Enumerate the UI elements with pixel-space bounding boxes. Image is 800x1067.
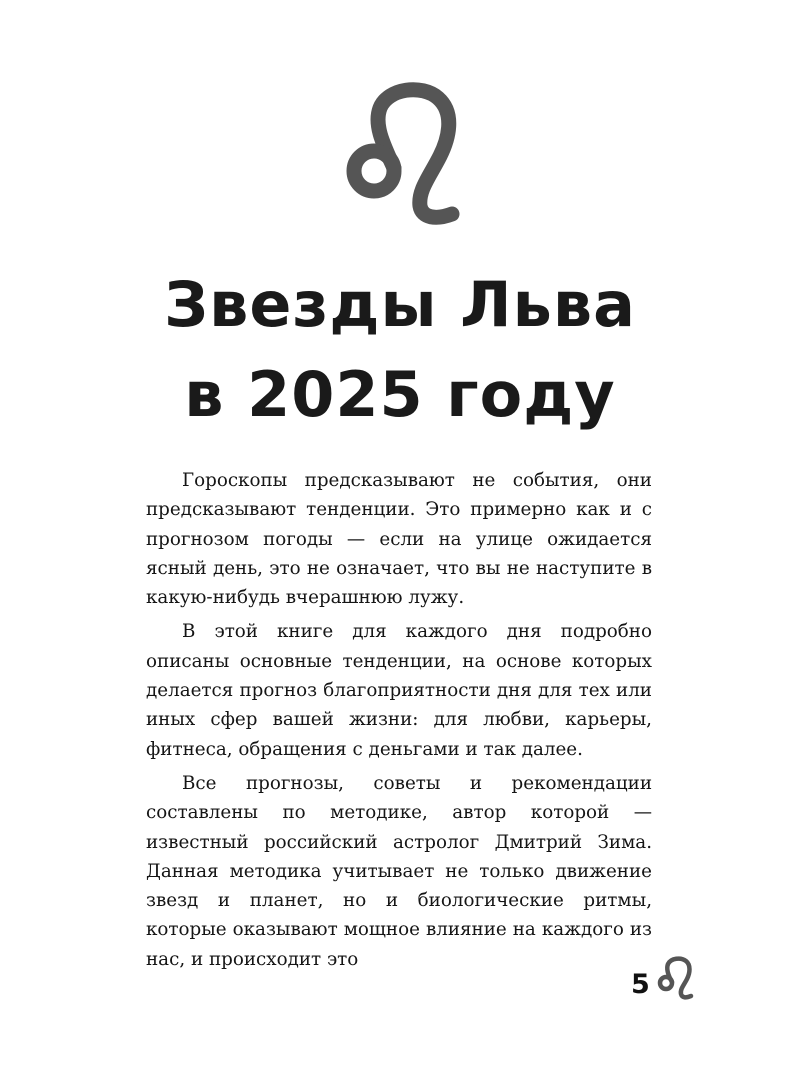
page-footer	[625, 955, 705, 1005]
page-number: 5	[631, 969, 650, 1000]
paragraph: Все прогнозы, советы и рекомендации составлены по методике, автор которой — известный российский астролог Дмитрий Зима. Данная методика учитывает не только движение звезд и планет, но и биологические ритмы, которые оказывают мощное влияние на каждого из нас, и происходит это	[146, 772, 652, 970]
leo-zodiac-icon	[655, 955, 695, 1001]
paragraph: Гороскопы предсказывают не события, они предсказывают тенденции. Это примерно как и с прогнозом погоды — если на улице ожидается ясный день, это не означает, что вы не наступите в какую-нибудь вчерашнюю лужу.	[146, 470, 652, 609]
body-text	[146, 466, 652, 974]
paragraph: В этой книге для каждого дня подробно описаны основные тенденции, на основе которых делается прогноз благоприятности дня для тех или иных сфер вашей жизни: для любви, карьеры, фитнеса, обращения с деньгами и так далее.	[146, 621, 652, 760]
page-title-line-1: Звезды Льва	[164, 268, 636, 341]
leo-zodiac-icon	[336, 78, 472, 228]
page-title-line-2: в 2025 году	[184, 358, 616, 431]
